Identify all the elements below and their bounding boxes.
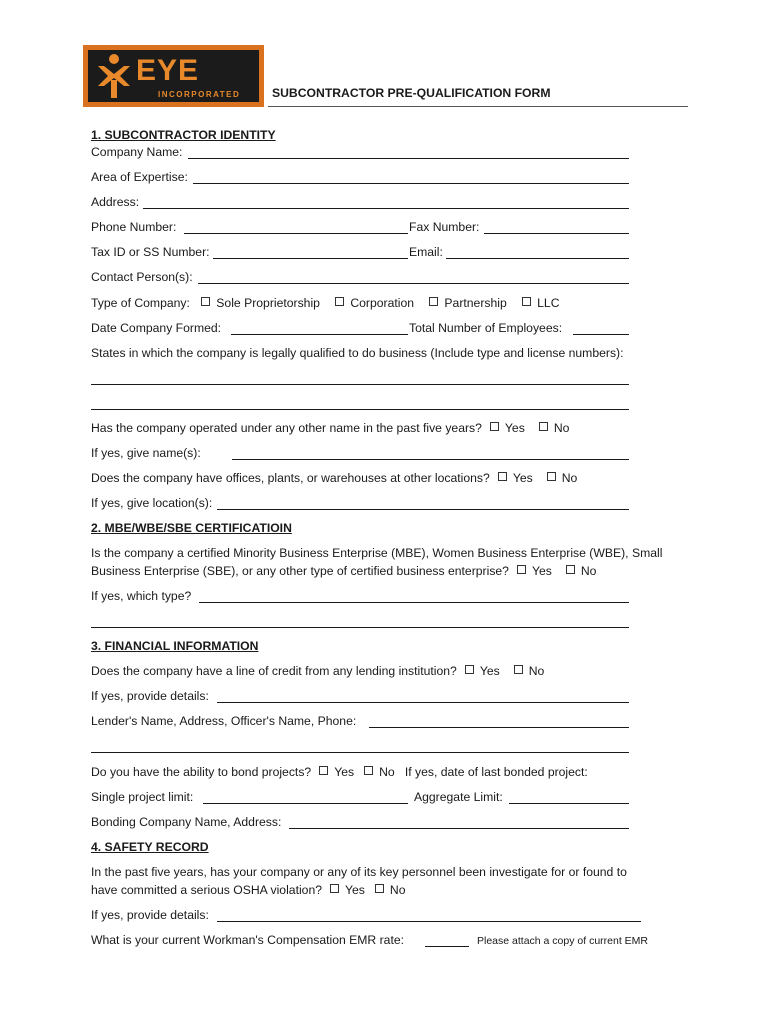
- no-label: No: [561, 471, 578, 485]
- section-4-heading: 4. SAFETY RECORD: [91, 840, 209, 854]
- other-name-question: Has the company operated under any other name in the past five years?: [91, 421, 482, 435]
- which-type-field-line-2[interactable]: [91, 627, 629, 628]
- area-field[interactable]: [193, 183, 629, 184]
- which-type-label: If yes, which type?: [91, 589, 192, 603]
- osha-question-line-2: have committed a serious OSHA violation?: [91, 883, 322, 897]
- lender-label: Lender's Name, Address, Officer's Name, Phone:: [91, 714, 357, 728]
- other-name-row: [91, 421, 569, 435]
- other-name-yes-checkbox[interactable]: [490, 422, 499, 431]
- fax-field[interactable]: [484, 233, 629, 234]
- certification-yes-checkbox[interactable]: [517, 565, 526, 574]
- osha-details-field[interactable]: [217, 921, 641, 922]
- section-1-heading: 1. SUBCONTRACTOR IDENTITY: [91, 128, 276, 142]
- phone-label: Phone Number:: [91, 220, 177, 234]
- osha-row: [91, 883, 405, 897]
- names-label: If yes, give name(s):: [91, 446, 201, 460]
- yes-label: Yes: [345, 883, 365, 897]
- bond-row: [91, 765, 588, 779]
- no-label: No: [379, 765, 395, 779]
- lender-field-line-2[interactable]: [91, 752, 629, 753]
- states-field-line-1[interactable]: [91, 384, 629, 385]
- bonding-company-label: Bonding Company Name, Address:: [91, 815, 282, 829]
- yes-label: Yes: [512, 471, 533, 485]
- tax-field[interactable]: [213, 258, 408, 259]
- aggregate-label: Aggregate Limit:: [414, 790, 503, 804]
- company-logo: [83, 45, 264, 107]
- aggregate-field[interactable]: [509, 803, 629, 804]
- credit-row: [91, 664, 544, 678]
- section-2-heading: 2. MBE/WBE/SBE CERTIFICATIOIN: [91, 521, 292, 535]
- company-type-label: Type of Company:: [91, 296, 190, 310]
- company-name-label: Company Name:: [91, 145, 183, 159]
- bond-no-checkbox[interactable]: [364, 766, 373, 775]
- llc-checkbox[interactable]: [522, 297, 531, 306]
- email-field[interactable]: [446, 258, 629, 259]
- osha-no-checkbox[interactable]: [375, 884, 384, 893]
- single-limit-field[interactable]: [203, 803, 408, 804]
- emr-field[interactable]: [425, 946, 469, 947]
- offices-question: Does the company have offices, plants, or warehouses at other locations?: [91, 471, 490, 485]
- bond-question: Do you have the ability to bond projects?: [91, 765, 312, 779]
- llc-label: LLC: [537, 296, 560, 310]
- locations-field[interactable]: [217, 509, 629, 510]
- certification-row: [91, 564, 596, 578]
- address-field[interactable]: [143, 208, 629, 209]
- address-label: Address:: [91, 195, 140, 209]
- phone-field[interactable]: [184, 233, 408, 234]
- emr-note: Please attach a copy of current EMR: [477, 935, 648, 947]
- no-label: No: [580, 564, 597, 578]
- yes-label: Yes: [531, 564, 552, 578]
- corporation-label: Corporation: [350, 296, 415, 310]
- bond-yes-checkbox[interactable]: [319, 766, 328, 775]
- partnership-checkbox[interactable]: [429, 297, 438, 306]
- date-formed-field[interactable]: [231, 334, 408, 335]
- emr-label: What is your current Workman's Compensation EMR rate:: [91, 933, 404, 947]
- certification-question-line-1: Is the company a certified Minority Business Enterprise (MBE), Women Business Enterprise (WBE), Small: [91, 546, 663, 560]
- yes-label: Yes: [504, 421, 525, 435]
- employees-label: Total Number of Employees:: [409, 321, 563, 335]
- states-label: States in which the company is legally qualified to do business (Include type and license numbers):: [91, 346, 624, 360]
- osha-details-label: If yes, provide details:: [91, 908, 209, 922]
- yes-label: Yes: [479, 664, 500, 678]
- no-label: No: [553, 421, 570, 435]
- form-title: SUBCONTRACTOR PRE-QUALIFICATION FORM: [272, 86, 551, 100]
- company-type-row: [91, 296, 560, 310]
- other-name-no-checkbox[interactable]: [539, 422, 548, 431]
- offices-row: [91, 471, 577, 485]
- yes-label: Yes: [334, 765, 355, 779]
- names-field[interactable]: [232, 459, 629, 460]
- credit-yes-checkbox[interactable]: [465, 665, 474, 674]
- bond-date-label: If yes, date of last bonded project:: [404, 765, 588, 779]
- certification-no-checkbox[interactable]: [566, 565, 575, 574]
- logo-figure-icon: [94, 52, 134, 100]
- single-limit-label: Single project limit:: [91, 790, 194, 804]
- lender-field[interactable]: [369, 727, 629, 728]
- offices-no-checkbox[interactable]: [547, 472, 556, 481]
- states-field-line-2[interactable]: [91, 409, 629, 410]
- certification-question-line-2: Business Enterprise (SBE), or any other type of certified business enterprise?: [91, 564, 509, 578]
- tax-label: Tax ID or SS Number:: [91, 245, 210, 259]
- date-formed-label: Date Company Formed:: [91, 321, 222, 335]
- which-type-field[interactable]: [199, 602, 629, 603]
- employees-field[interactable]: [573, 334, 629, 335]
- locations-label: If yes, give location(s):: [91, 496, 213, 510]
- contact-field[interactable]: [198, 283, 629, 284]
- osha-yes-checkbox[interactable]: [330, 884, 339, 893]
- credit-question: Does the company have a line of credit from any lending institution?: [91, 664, 457, 678]
- corporation-checkbox[interactable]: [335, 297, 344, 306]
- bonding-company-field[interactable]: [289, 828, 629, 829]
- title-divider: [268, 106, 688, 107]
- contact-label: Contact Person(s):: [91, 270, 193, 284]
- sole-proprietorship-label: Sole Proprietorship: [216, 296, 320, 310]
- logo-subtitle: INCORPORATED: [158, 90, 241, 99]
- area-label: Area of Expertise:: [91, 170, 188, 184]
- company-name-field[interactable]: [188, 158, 629, 159]
- credit-details-label: If yes, provide details:: [91, 689, 209, 703]
- no-label: No: [528, 664, 545, 678]
- no-label: No: [389, 883, 406, 897]
- section-3-heading: 3. FINANCIAL INFORMATION: [91, 639, 259, 653]
- email-label: Email:: [409, 245, 443, 259]
- fax-label: Fax Number:: [409, 220, 480, 234]
- logo-brand: EYE: [136, 54, 200, 87]
- credit-no-checkbox[interactable]: [514, 665, 523, 674]
- offices-yes-checkbox[interactable]: [498, 472, 507, 481]
- credit-details-field[interactable]: [217, 702, 629, 703]
- osha-question-line-1: In the past five years, has your company or any of its key personnel been investigate for or found to: [91, 865, 627, 879]
- sole-proprietorship-checkbox[interactable]: [201, 297, 210, 306]
- partnership-label: Partnership: [444, 296, 507, 310]
